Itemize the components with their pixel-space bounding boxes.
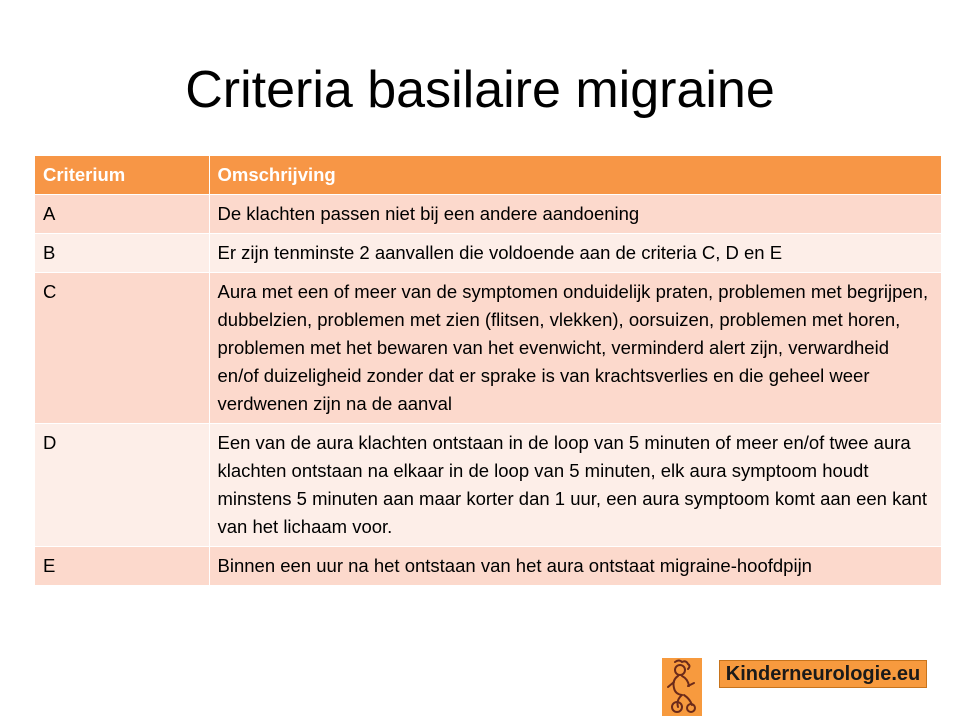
- page-title: Criteria basilaire migraine: [185, 61, 775, 119]
- table-row: [35, 195, 941, 234]
- column-header-criterium: Criterium: [35, 156, 209, 195]
- table-row: [35, 424, 941, 547]
- brand-logo: Kinderneurologie.eu: [719, 660, 927, 688]
- criterium-cell: E: [35, 547, 209, 586]
- omschrijving-cell: Een van de aura klachten ontstaan in de loop van 5 minuten of meer en/of twee aura klachten ontstaan na elkaar in de loop van 5 minuten, elk aura symptoom houdt minstens 5 minuten aan maar korter dan 1 uur, een aura symptoom komt aan een kant van het lichaam voor.: [209, 424, 941, 547]
- table-row: [35, 234, 941, 273]
- criterium-cell: C: [35, 273, 209, 424]
- criterium-cell: B: [35, 234, 209, 273]
- criteria-table: [35, 156, 942, 586]
- omschrijving-cell: Er zijn tenminste 2 aanvallen die voldoende aan de criteria C, D en E: [209, 234, 941, 273]
- column-header-omschrijving: Omschrijving: [209, 156, 941, 195]
- criterium-cell: A: [35, 195, 209, 234]
- omschrijving-cell: De klachten passen niet bij een andere aandoening: [209, 195, 941, 234]
- omschrijving-cell: Binnen een uur na het ontstaan van het aura ontstaat migraine-hoofdpijn: [209, 547, 941, 586]
- table-header-row: [35, 156, 941, 195]
- table-row: [35, 547, 941, 586]
- child-figure-icon: [662, 658, 702, 716]
- table-row: [35, 273, 941, 424]
- omschrijving-cell: Aura met een of meer van de symptomen onduidelijk praten, problemen met begrijpen, dubbelzien, problemen met zien (flitsen, vlekken), oorsuizen, problemen met horen, problemen met het bewaren van het evenwicht, verminderd alert zijn, verwardheid en/of duizeligheid zonder dat er sprake is van krachtsverlies en die geheel weer verdwenen zijn na de aanval: [209, 273, 941, 424]
- criterium-cell: D: [35, 424, 209, 547]
